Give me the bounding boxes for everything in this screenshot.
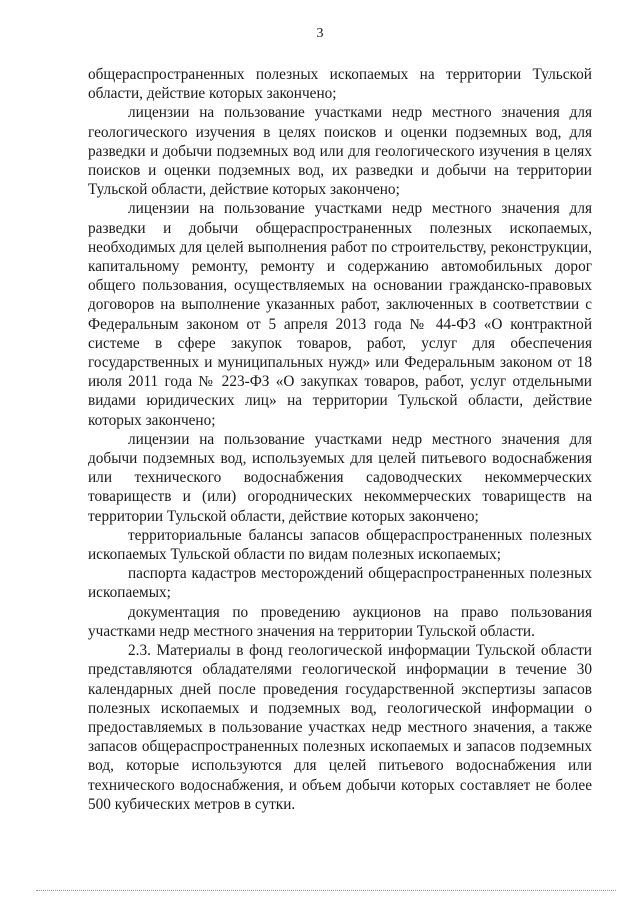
paragraph-2: лицензии на пользование участками недр местного значения для геологического изучения в целях поисков и оценки подземных вод, для разведки и добычи подземных вод или для геологического изучения в целях поисков и оценки подземных вод, их разведки и добычи на территории Тульской области, действие которых закончено; [88, 104, 592, 199]
scan-edge-artifact [36, 890, 616, 892]
paragraph-8: 2.3. Материалы в фонд геологической информации Тульской области представляются обладателями геологической информации в течение 30 календарных дней после проведения государственной экспертизы запасов полезных ископаемых и подземных вод, геологической информации о предоставляемых в пользование участках недр местного значения, а также запасов общераспространенных полезных ископаемых и запасов подземных вод, которые используются для целей питьевого водоснабжения или технического водоснабжения, и объем добычи которых составляет не более 500 кубических метров в сутки. [88, 642, 592, 813]
paragraph-6: паспорта кадастров месторождений общераспространенных полезных ископаемых; [88, 565, 592, 602]
paragraph-5: территориальные балансы запасов общераспространенных полезных ископаемых Тульской области по видам полезных ископаемых; [88, 526, 592, 564]
paragraph-3: лицензии на пользование участками недр местного значения для разведки и добычи общераспространенных полезных ископаемых, необходимых для целей выполнения работ по строительству, реконструкции, капитальному ремонту, ремонту и содержанию автомобильных дорог общего пользования, осуществляемых на основании гражданско-правовых договоров на выполнение указанных работ, заключенных в соответствии с Федеральным законом от 5 апреля 2013 года № 44-ФЗ «О контрактной системе в сфере закупок товаров, работ, услуг для обеспечения государственных и муниципальных нужд» или Федеральным законом от 18 июля 2011 года № 223-ФЗ «О закупках товаров, работ, услуг отдельными видами юридических лиц» на территории Тульской области, действие которых закончено; [88, 200, 592, 429]
page-number: 3 [316, 26, 324, 41]
paragraph-4: лицензии на пользование участками недр местного значения для добычи подземных вод, используемых для целей питьевого водоснабжения или технического водоснабжения садоводческих некоммерческих товариществ и (или) огороднических некоммерческих товариществ на территории Тульской области, действие которых закончено; [88, 430, 592, 525]
paragraph-7: документация по проведению аукционов на право пользования участками недр местного значения на территории Тульской области. [88, 603, 592, 640]
document-body [88, 65, 592, 814]
paragraph-1: общераспространенных полезных ископаемых на территории Тульской области, действие которых закончено; [88, 66, 592, 103]
